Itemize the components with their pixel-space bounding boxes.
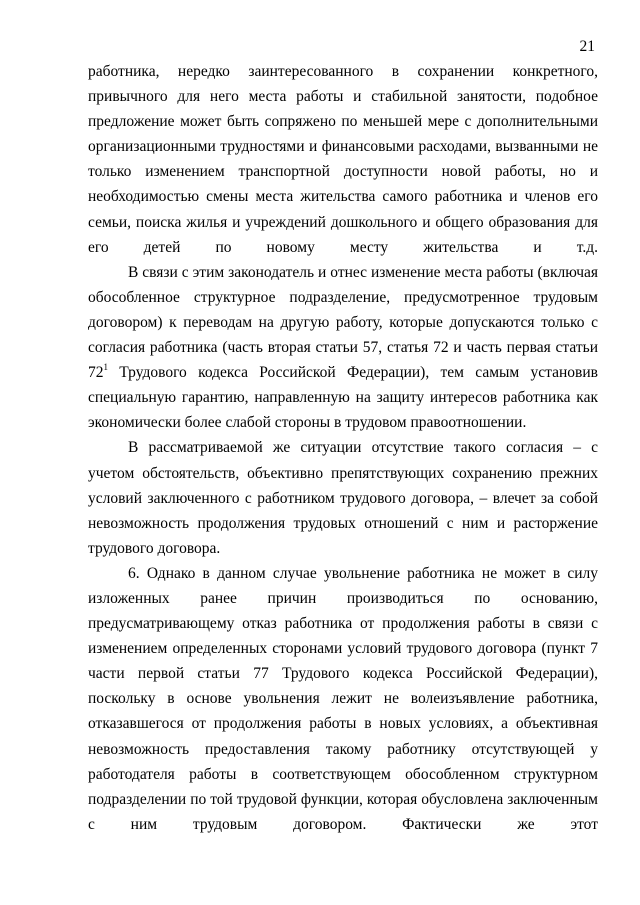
document-body — [88, 59, 598, 837]
paragraph-2-body — [88, 260, 598, 436]
paragraph-3 — [88, 435, 598, 560]
paragraph-4 — [88, 561, 598, 837]
paragraph-1-text: работника, нередко заинтересованного в сохранении конкретного, привычного для него места работы и стабильной занятости, подобное предложение может быть сопряжено по меньшей мере с дополнительными организационными трудностями и финансовыми расходами, вызванными не только изменением транспортной доступности новой работы, но и необходимостью смены места жительства самого работника и членов его семьи, поиска жилья и учреждений дошкольного и общего образования для его детей по новому месту жительства и т.д. — [88, 63, 598, 256]
paragraph-2-text-before-footnote: В связи с этим законодатель и отнес изменение места работы (включая обособленное структурное подразделение, предусмотренное трудовым договором) к переводам на другую работу, которые допускаются только с согласия работника (часть вторая статьи 57, статья 72 и часть первая статьи 72 — [88, 263, 598, 382]
paragraph-1 — [88, 59, 598, 260]
page-number: 21 — [579, 38, 595, 55]
paragraph-3-text: В рассматриваемой же ситуации отсутствие такого согласия – с учетом обстоятельств, объективно препятствующих сохранению прежних условий заключенного с работником трудового договора, – влечет за собой невозможность продолжения трудовых отношений с ним и расторжение трудового договора. — [88, 439, 598, 557]
paragraph-2-text-after-footnote: Трудового кодекса Российской Федерации), тем самым установив специальную гарантию, направленную на защиту интересов работника как экономически более слабой стороны в трудовом правоотношении. — [88, 364, 598, 432]
paragraph-4-text: 6. Однако в данном случае увольнение работника не может в силу изложенных ранее причин производиться по основанию, предусматривающему отказ работника от продолжения работы в связи с изменением определенных сторонами условий трудового договора (пункт 7 части первой статьи 77 Трудового кодекса Российской Федерации), поскольку в основе увольнения лежит не волеизъявление работника, отказавшегося от продолжения работы в новых условиях, а объективная невозможность предоставления такому работнику отсутствующей у работодателя работы в соответствующем обособленном структурном подразделении по той трудовой функции, которая обусловлена заключенным с ним трудовым договором. Фактически же этот — [88, 564, 598, 833]
paragraph-2-superscript: 1 — [103, 361, 108, 372]
